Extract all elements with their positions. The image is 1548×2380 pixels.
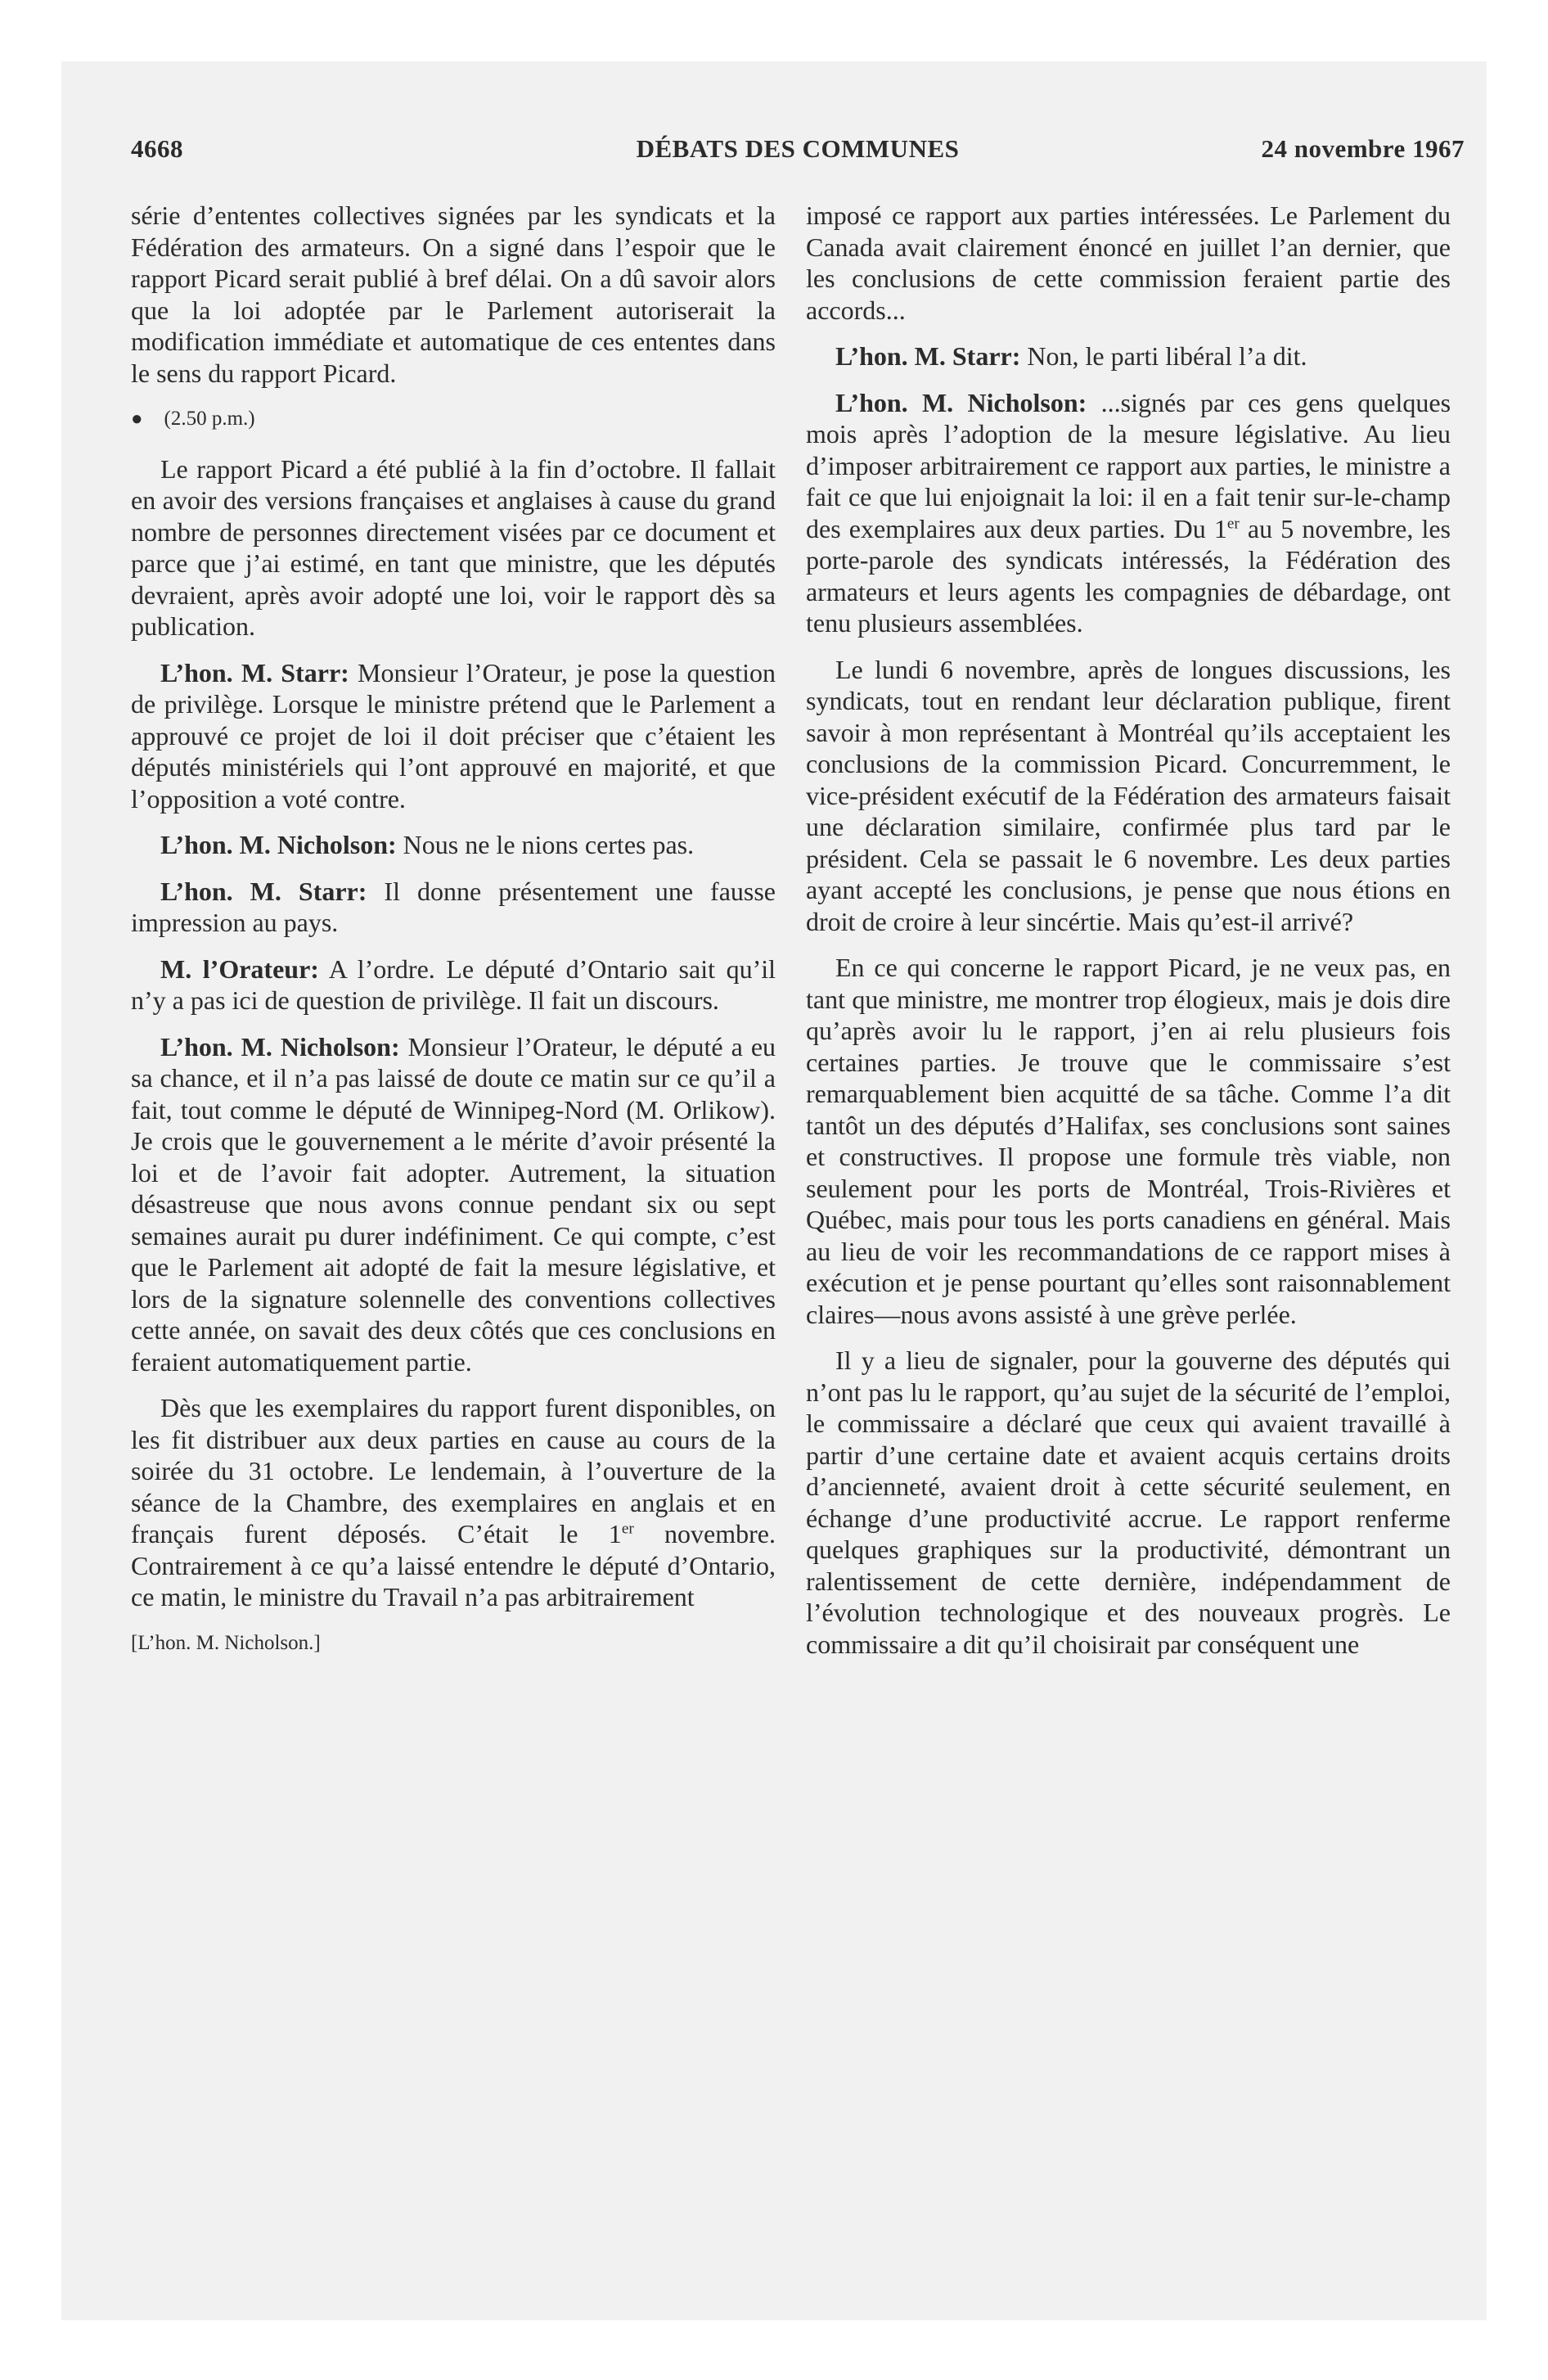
- speech-text: A l’ordre. Le député d’Ontario sait qu’il n’y a pas ici de question de privilège. Il fait un discours.: [131, 953, 776, 1015]
- paragraph: En ce qui concerne le rapport Picard, je ne veux pas, en tant que ministre, me montrer trop élogieux, mais je dois dire qu’après avoir lu le rapport, j’en ai relu plusieurs fois certaines parties. Je trouve que le commissaire s’est remarquablement bien acquitté de sa tâche. Comme l’a dit tantôt un des députés d’Halifax, ses conclusions sont saines et constructives. Il propose une formule très viable, non seulement pour les ports de Montréal, Trois-Rivières et Québec, mais pour tous les ports canadiens en général. Mais au lieu de voir les recommandations de ce rapport mises à exécution et je pense pourtant qu’elles sont raisonnablement claires—nous avons assisté à une grève perlée.: [806, 953, 1451, 1329]
- speech-text: Nous ne le nions certes pas.: [403, 830, 695, 859]
- right-column: [806, 200, 1451, 1675]
- paragraph: [131, 1392, 776, 1613]
- speaker-name: L’hon. M. Nicholson:: [835, 387, 1087, 417]
- bullet-icon: ●: [131, 408, 143, 430]
- speech-text: Dès que les exemplaires du rapport furent disponibles, on les fit distribuer aux deux parties en cause au cours de la soirée du 31 octobre. Le lendemain, à l’ouverture de la séance de la Chambre, des exemplaires en anglais et en français furent déposés. C’était le 1: [131, 1393, 776, 1548]
- paragraph: [131, 657, 776, 815]
- paragraph: [131, 953, 776, 1016]
- speech-text: Il donne présentement une fausse impression au pays.: [131, 876, 776, 937]
- speaker-name: L’hon. M. Nicholson:: [160, 830, 397, 859]
- page-date: 24 novembre 1967: [1261, 134, 1465, 163]
- time-label: (2.50 p.m.): [164, 408, 255, 430]
- ordinal-suffix: er: [1226, 514, 1240, 532]
- paragraph: [806, 387, 1451, 639]
- speech-text: au 5 novembre, les porte-parole des syndicats intéressés, la Fédération des armateurs et leurs agents les compagnies de débardage, ont tenu plusieurs assemblées.: [806, 513, 1451, 638]
- ordinal-suffix: er: [621, 1520, 634, 1538]
- paragraph: [131, 1031, 776, 1378]
- page-header: [131, 134, 1465, 174]
- speech-text: ...signés par ces gens quelques mois après l’adoption de la mesure législative. Au lieu d’imposer arbitrairement ce rapport aux parties, le ministre a fait ce que lui enjoignait la loi: il en a fait tenir sur-le-champ des exemplaires aux deux parties. Du 1: [806, 387, 1451, 543]
- paragraph: série d’ententes collectives signées par les syndicats et la Fédération des armateurs. On a signé dans l’espoir que le rapport Picard serait publié à bref délai. On a dû savoir alors que la loi adoptée par le Parlement autoriserait la modification immédiate et automatique de ces ententes dans le sens du rapport Picard.: [131, 201, 776, 388]
- speech-text: Monsieur l’Orateur, le député a eu sa chance, et il n’a pas laissé de doute ce matin sur ce qu’il a fait, tout comme le député de Winnipeg-Nord (M. Orlikow). Je crois que le gouvernement a le mérite d’avoir présenté la loi et de l’avoir fait adopter. Autrement, la situation désastreuse que nous avons connue pendant six ou sept semaines aurait pu durer indéfiniment. Ce qui compte, c’est que le Parlement ait adopté de fait la mesure législative, et lors de la signature solennelle des conventions collectives cette année, on savait des deux côtés que ces conclusions en feraient automatiquement partie.: [131, 1031, 776, 1377]
- paragraph: Le lundi 6 novembre, après de longues discussions, les syndicats, tout en rendant leur déclaration publique, firent savoir à mon représentant à Montréal qu’ils acceptaient les conclusions de la commission Picard. Concurremment, le vice-président exécutif de la Fédération des armateurs faisait une déclaration similaire, confirmée plus tard par le président. Cela se passait le 6 novembre. Les deux parties ayant accepté les conclusions, je pense que nous étions en droit de croire à leur sincértie. Mais qu’est-il arrivé?: [806, 654, 1451, 936]
- paragraph: Le rapport Picard a été publié à la fin d’octobre. Il fallait en avoir des versions françaises et anglaises à cause du grand nombre de personnes directement visées par ce document et parce que j’ai estimé, en tant que ministre, que les députés devraient, après avoir adopté une loi, voir le rapport dès sa publication.: [131, 453, 776, 641]
- speaker-attribution: [L’hon. M. Nicholson.]: [131, 1631, 321, 1654]
- speech-text: Non, le parti libéral l’a dit.: [1027, 341, 1307, 371]
- speaker-name: L’hon. M. Starr:: [835, 341, 1021, 371]
- paragraph: Il y a lieu de signaler, pour la gouverne des députés qui n’ont pas lu le rapport, qu’au sujet de la sécurité de l’emploi, le commissaire a déclaré que ceux qui avaient travaillé à partir d’une certaine date et avaient acquis certains droits d’ancienneté, avaient droit à cette sécurité seulement, en échange d’une productivité accrue. Le rapport renferme quelques graphiques sur la productivité, démontrant un ralentissement de cette dernière, indépendamment de l’évolution technologique et des nouveaux progrès. Le commissaire a dit qu’il choisirait par conséquent une: [806, 1346, 1451, 1659]
- left-column: [131, 200, 776, 1674]
- paragraph: imposé ce rapport aux parties intéressées. Le Parlement du Canada avait clairement énoncé en juillet l’an dernier, que les conclusions de cette commission feraient partie des accords...: [806, 201, 1451, 325]
- page-number: 4668: [131, 134, 183, 163]
- speaker-name: M. l’Orateur:: [160, 953, 319, 984]
- paragraph: [806, 340, 1451, 372]
- page-title: DÉBATS DES COMMUNES: [636, 134, 960, 163]
- speaker-name: L’hon. M. Starr:: [160, 657, 349, 687]
- time-stamp: [131, 403, 776, 435]
- speech-text: Monsieur l’Orateur, je pose la question de privilège. Lorsque le ministre prétend que le Parlement a approuvé ce projet de loi il doit préciser que c’étaient les députés ministériels qui l’ont approuvé en majorité, et que l’opposition a voté contre.: [131, 657, 776, 814]
- speaker-name: L’hon. M. Starr:: [160, 876, 367, 906]
- speech-text: novembre. Contrairement à ce qu’a laissé entendre le député d’Ontario, ce matin, le ministre du Travail n’a pas arbitrairement: [131, 1519, 776, 1611]
- paragraph: [131, 829, 776, 861]
- speaker-name: L’hon. M. Nicholson:: [160, 1031, 400, 1062]
- paragraph: [131, 876, 776, 939]
